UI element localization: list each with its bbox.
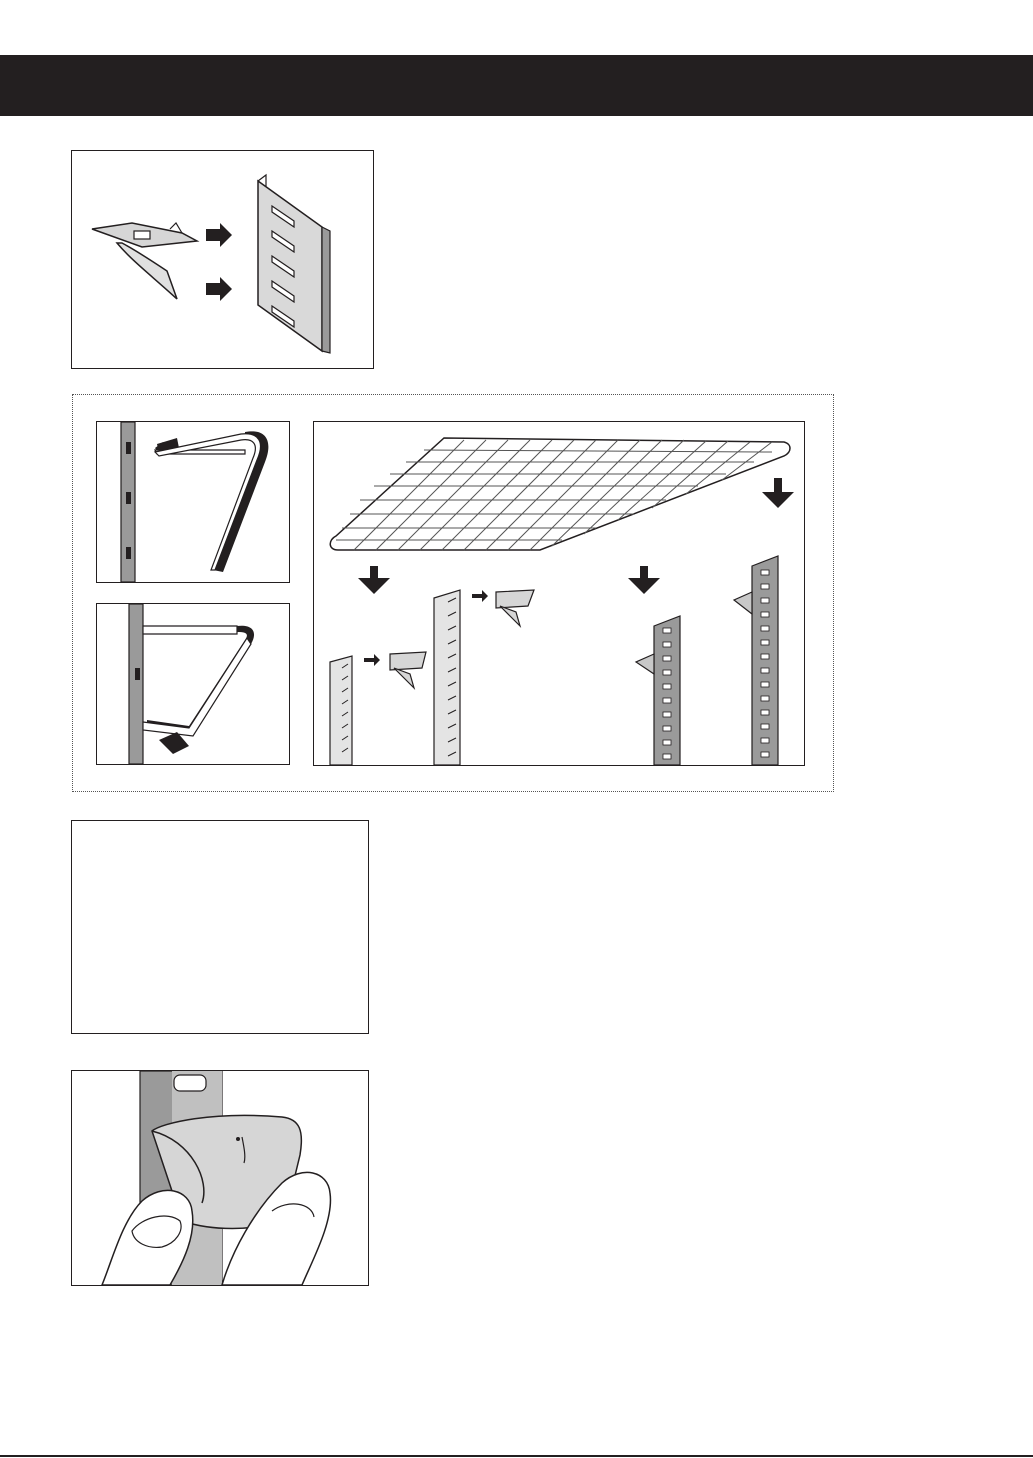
blank-illustration-box [71, 820, 369, 1034]
arrow-down-icon [358, 566, 390, 594]
shelf-bracket-icon [72, 151, 372, 367]
footer-rule [0, 1455, 1033, 1457]
hook-engage-bottom-illustration [96, 603, 290, 765]
hand-icon [72, 1071, 368, 1285]
wire-shelf-icon [314, 422, 804, 765]
arrow-right-icon [206, 277, 232, 301]
arrow-down-icon [762, 478, 794, 508]
arrow-down-icon [628, 566, 660, 594]
hook-engage-top-illustration [96, 421, 290, 583]
arrow-right-icon [206, 223, 232, 247]
hook-icon [97, 422, 289, 582]
bracket-rail-illustration [71, 150, 374, 369]
header-bar [0, 55, 1033, 116]
hook-icon [97, 604, 289, 764]
wire-shelf-assembly-illustration [313, 421, 805, 766]
hand-fitting-clip-illustration [71, 1070, 369, 1286]
